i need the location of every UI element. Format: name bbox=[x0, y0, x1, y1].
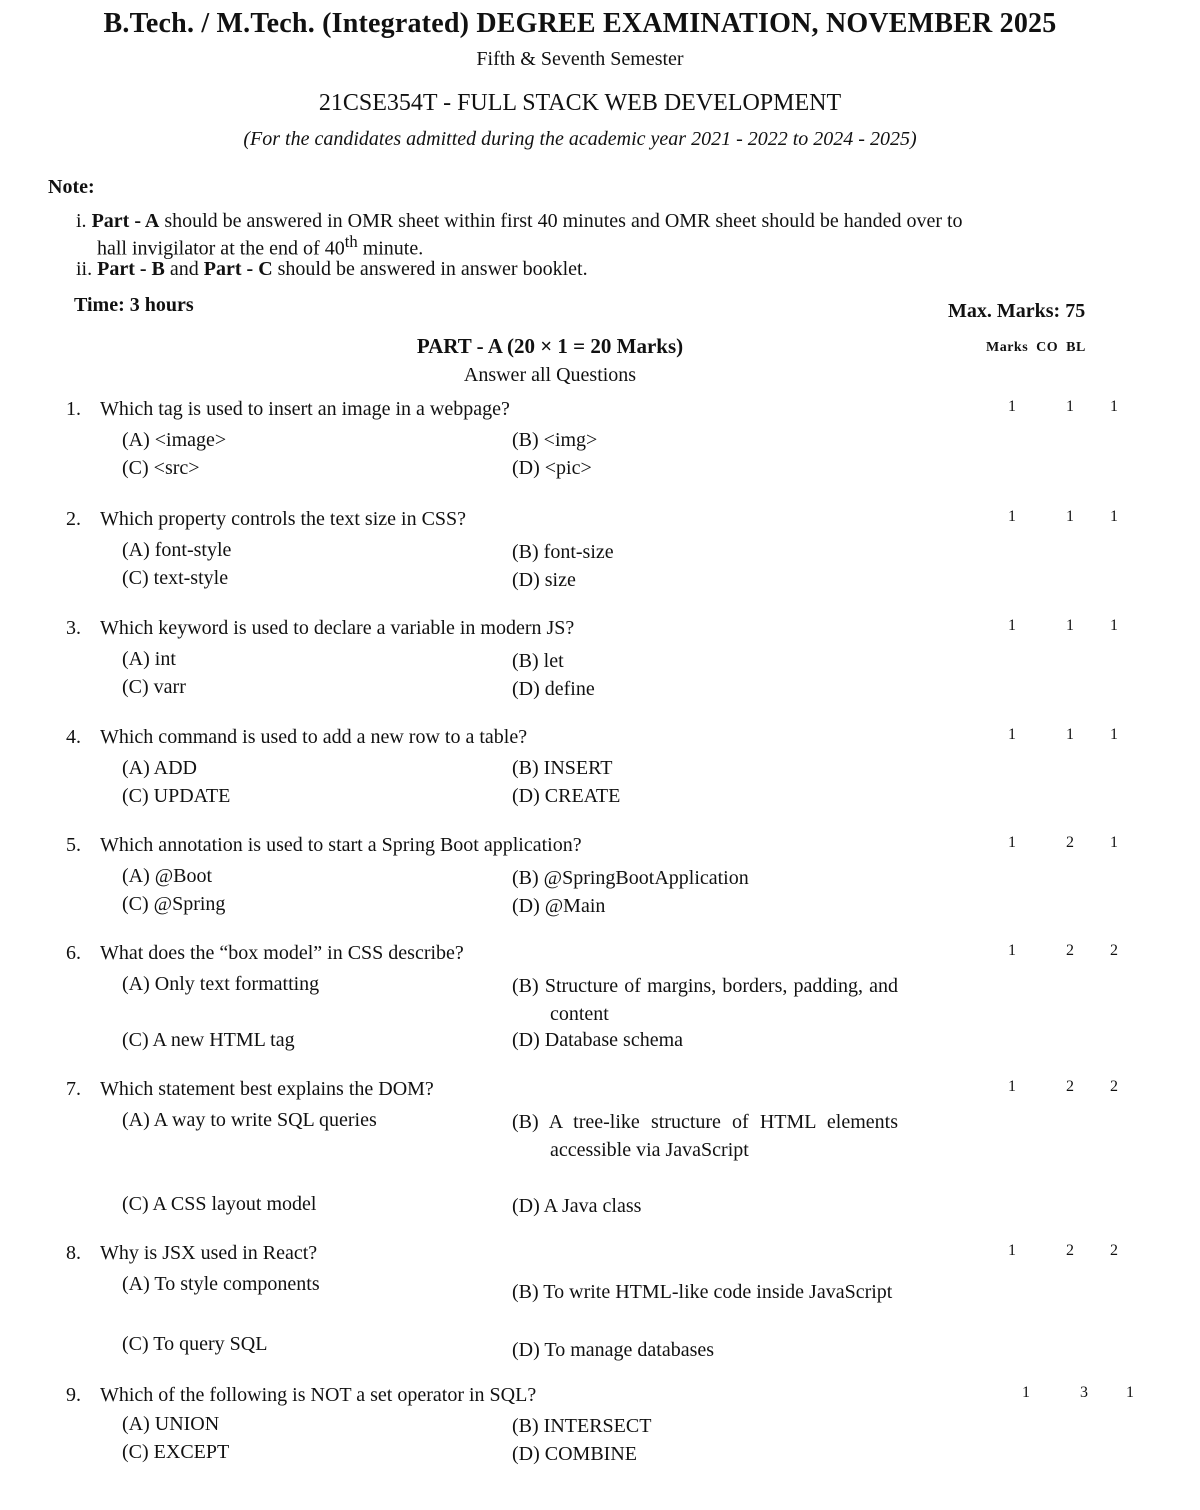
question-number: 2. bbox=[66, 508, 81, 530]
question-bl: 2 bbox=[1110, 1242, 1118, 1259]
question-text: Which property controls the text size in CSS? bbox=[100, 508, 467, 530]
semester: Fifth & Seventh Semester bbox=[476, 48, 684, 70]
option-c: (C) varr bbox=[122, 676, 186, 698]
option-b: (B) INSERT bbox=[512, 757, 613, 779]
part-a-subtitle: Answer all Questions bbox=[463, 364, 637, 386]
option-b: (B) To write HTML-like code inside JavaScript bbox=[512, 1281, 893, 1303]
question-bl: 1 bbox=[1110, 726, 1118, 743]
option-d: (D) A Java class bbox=[512, 1195, 642, 1217]
option-d: (D) CREATE bbox=[512, 785, 621, 807]
option-c: (C) A CSS layout model bbox=[122, 1193, 317, 1215]
question-number: 9. bbox=[66, 1384, 81, 1406]
question-number: 4. bbox=[66, 726, 81, 748]
course-title: 21CSE354T - FULL STACK WEB DEVELOPMENT bbox=[318, 90, 842, 116]
option-a: (A) A way to write SQL queries bbox=[122, 1109, 377, 1131]
question-marks: 1 bbox=[1008, 398, 1016, 415]
option-d: (D) size bbox=[512, 569, 576, 591]
option-c: (C) EXCEPT bbox=[122, 1441, 230, 1463]
note-line-1-sup: th bbox=[344, 232, 358, 251]
option-d: (D) @Main bbox=[512, 895, 606, 917]
option-a: (A) <image> bbox=[122, 429, 227, 451]
question-co: 1 bbox=[1066, 726, 1074, 743]
column-header-co: CO bbox=[1036, 340, 1059, 355]
option-a: (A) font-style bbox=[122, 539, 232, 561]
question-marks: 1 bbox=[1008, 942, 1016, 959]
question-text: Which of the following is NOT a set operator in SQL? bbox=[100, 1384, 537, 1406]
question-bl: 2 bbox=[1110, 1078, 1118, 1095]
question-bl: 1 bbox=[1110, 508, 1118, 525]
option-d: (D) COMBINE bbox=[512, 1443, 637, 1465]
question-bl: 1 bbox=[1110, 834, 1118, 851]
question-marks: 1 bbox=[1008, 508, 1016, 525]
question-co: 1 bbox=[1066, 398, 1074, 415]
note-line-2-text: should be answered in answer booklet. bbox=[277, 258, 588, 280]
column-header-marks: Marks bbox=[986, 340, 1029, 355]
note-line-2-prefix: ii. bbox=[76, 258, 93, 280]
max-marks: Max. Marks: 75 bbox=[948, 300, 1086, 322]
note-line-2-part-c: Part - C bbox=[203, 258, 273, 280]
question-bl: 1 bbox=[1110, 398, 1118, 415]
question-text: Which statement best explains the DOM? bbox=[100, 1078, 434, 1100]
question-co: 1 bbox=[1066, 617, 1074, 634]
option-b: (B) let bbox=[512, 650, 564, 672]
option-b: (B) INTERSECT bbox=[512, 1415, 652, 1437]
option-a: (A) Only text formatting bbox=[122, 973, 320, 995]
option-b: (B) Structure of margins, borders, padding, and content bbox=[512, 975, 898, 1025]
option-d: (D) <pic> bbox=[512, 457, 592, 479]
note-line-1 bbox=[76, 210, 1136, 233]
question-marks: 1 bbox=[1022, 1384, 1030, 1401]
question-text: Which command is used to add a new row to a table? bbox=[100, 726, 528, 748]
question-number: 5. bbox=[66, 834, 81, 856]
question-text: Which keyword is used to declare a variable in modern JS? bbox=[100, 617, 575, 639]
question-marks: 1 bbox=[1008, 1242, 1016, 1259]
note-line-2 bbox=[76, 258, 1136, 281]
note-line-1-prefix: i. bbox=[76, 210, 87, 232]
question-co: 2 bbox=[1066, 834, 1074, 851]
option-a: (A) UNION bbox=[122, 1413, 220, 1435]
note-line-1-end: minute. bbox=[362, 237, 424, 260]
option-a: (A) int bbox=[122, 648, 176, 670]
exam-title: B.Tech. / M.Tech. (Integrated) DEGREE EXAMINATION, NOVEMBER 2025 bbox=[103, 8, 1057, 39]
option-c: (C) A new HTML tag bbox=[122, 1029, 295, 1051]
note-line-2-mid: and bbox=[169, 258, 199, 280]
question-number: 3. bbox=[66, 617, 81, 639]
question-number: 7. bbox=[66, 1078, 81, 1100]
eligibility-note: (For the candidates admitted during the academic year 2021 - 2022 to 2024 - 2025) bbox=[243, 128, 917, 150]
question-text: Why is JSX used in React? bbox=[100, 1242, 318, 1264]
option-b: (B) font-size bbox=[512, 541, 614, 563]
option-b: (B) <img> bbox=[512, 429, 598, 451]
question-number: 6. bbox=[66, 942, 81, 964]
exam-duration: Time: 3 hours bbox=[74, 294, 194, 316]
option-c: (C) UPDATE bbox=[122, 785, 231, 807]
option-a: (A) @Boot bbox=[122, 865, 213, 887]
column-header-bl: BL bbox=[1066, 340, 1086, 355]
question-text: Which tag is used to insert an image in a webpage? bbox=[100, 398, 510, 420]
question-bl: 2 bbox=[1110, 942, 1118, 959]
question-bl: 1 bbox=[1110, 617, 1118, 634]
question-co: 2 bbox=[1066, 942, 1074, 959]
question-co: 3 bbox=[1080, 1384, 1088, 1401]
note-line-1-text: should be answered in OMR sheet within first 40 minutes and OMR sheet should be handed over to bbox=[164, 210, 963, 232]
option-a: (A) To style components bbox=[122, 1273, 320, 1295]
option-a: (A) ADD bbox=[122, 757, 197, 779]
option-c: (C) <src> bbox=[122, 457, 200, 479]
note-line-1-continued bbox=[97, 232, 1157, 261]
option-d: (D) Database schema bbox=[512, 1029, 684, 1051]
option-d: (D) define bbox=[512, 678, 595, 700]
option-b: (B) A tree-like structure of HTML elements accessible via JavaScript bbox=[512, 1111, 898, 1161]
part-a-title: PART - A (20 × 1 = 20 Marks) bbox=[416, 334, 684, 358]
note-line-2-part-b: Part - B bbox=[97, 258, 165, 280]
question-marks: 1 bbox=[1008, 726, 1016, 743]
note-line-1-part: Part - A bbox=[91, 210, 160, 232]
question-marks: 1 bbox=[1008, 834, 1016, 851]
option-c: (C) To query SQL bbox=[122, 1333, 268, 1355]
question-text: Which annotation is used to start a Spring Boot application? bbox=[100, 834, 582, 856]
option-d: (D) To manage databases bbox=[512, 1339, 715, 1361]
question-bl: 1 bbox=[1126, 1384, 1134, 1401]
option-c: (C) text-style bbox=[122, 567, 229, 589]
question-number: 1. bbox=[66, 398, 81, 420]
note-line-1-cont-text: hall invigilator at the end of 40 bbox=[97, 237, 345, 260]
option-b: (B) @SpringBootApplication bbox=[512, 867, 749, 889]
column-headers bbox=[986, 340, 1094, 356]
question-text: What does the “box model” in CSS describe? bbox=[100, 942, 464, 964]
question-marks: 1 bbox=[1008, 1078, 1016, 1095]
question-co: 2 bbox=[1066, 1078, 1074, 1095]
question-number: 8. bbox=[66, 1242, 81, 1264]
question-marks: 1 bbox=[1008, 617, 1016, 634]
question-co: 2 bbox=[1066, 1242, 1074, 1259]
option-c: (C) @Spring bbox=[122, 893, 226, 915]
question-co: 1 bbox=[1066, 508, 1074, 525]
note-heading: Note: bbox=[48, 176, 95, 198]
